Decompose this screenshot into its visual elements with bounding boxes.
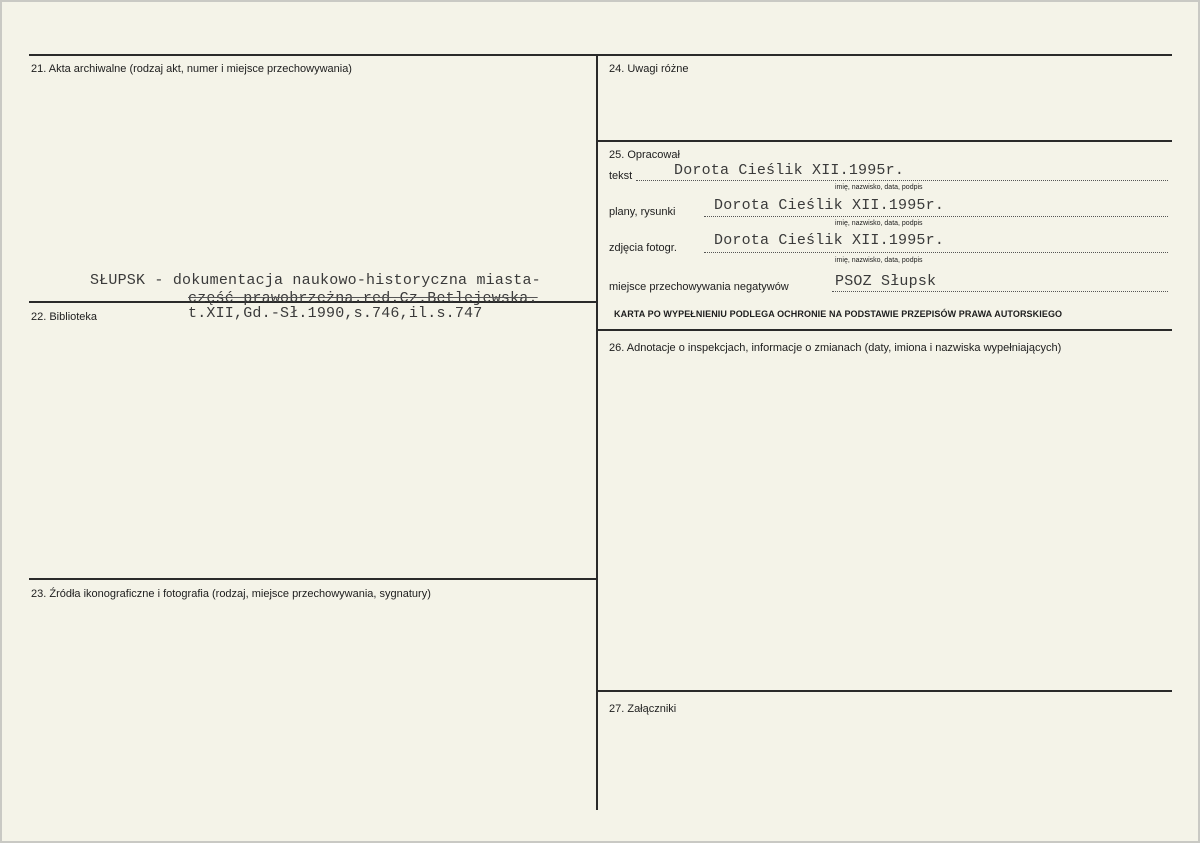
divider-24-25 [598, 140, 1172, 142]
photos-caption: imię, nazwisko, data, podpis [835, 257, 923, 264]
photos-dotted-line [704, 252, 1168, 253]
negatives-dotted-line [832, 291, 1168, 292]
photos-author: Dorota Cieślik XII.1995r. [714, 232, 945, 249]
field-27-label: 27. Załączniki [609, 703, 677, 715]
field-24-label: 24. Uwagi różne [609, 63, 689, 75]
plans-label: plany, rysunki [609, 206, 676, 218]
text-caption: imię, nazwisko, data, podpis [835, 184, 923, 191]
plans-author: Dorota Cieślik XII.1995r. [714, 197, 945, 214]
negatives-label: miejsce przechowywania negatywów [609, 281, 789, 293]
library-entry-line-3: t.XII,Gd.-Sł.1990,s.746,il.s.747 [188, 305, 483, 322]
divider-25-26 [598, 329, 1172, 331]
text-author: Dorota Cieślik XII.1995r. [674, 162, 905, 179]
top-rule [29, 54, 1172, 56]
divider-26-27 [598, 690, 1172, 692]
negatives-location: PSOZ Słupsk [835, 273, 937, 290]
text-label: tekst [609, 170, 633, 182]
center-divider [596, 54, 598, 810]
library-entry-line-2: część prawobrzeżna.red.Cz.Betlejewska. [188, 290, 538, 307]
field-26-label: 26. Adnotacje o inspekcjach, informacje o zmianach (daty, imiona i nazwiska wypełniających) [609, 342, 1062, 354]
library-entry-line-1: SŁUPSK - dokumentacja naukowo-historyczna miasta- [90, 272, 541, 289]
text-dotted-line [636, 180, 1168, 181]
plans-dotted-line [704, 216, 1168, 217]
copyright-note: KARTA PO WYPEŁNIENIU PODLEGA OCHRONIE NA PODSTAWIE PRZEPISÓW PRAWA AUTORSKIEGO [614, 309, 1063, 319]
field-25-label: 25. Opracował [609, 149, 680, 161]
plans-caption: imię, nazwisko, data, podpis [835, 220, 923, 227]
photos-label: zdjęcia fotogr. [609, 242, 677, 254]
field-22-label: 22. Biblioteka [31, 311, 98, 323]
field-21-label: 21. Akta archiwalne (rodzaj akt, numer i miejsce przechowywania) [31, 63, 352, 75]
field-23-label: 23. Źródła ikonograficzne i fotografia (rodzaj, miejsce przechowywania, sygnatury) [31, 588, 431, 600]
divider-22-23 [29, 578, 596, 580]
record-card [2, 2, 1198, 841]
